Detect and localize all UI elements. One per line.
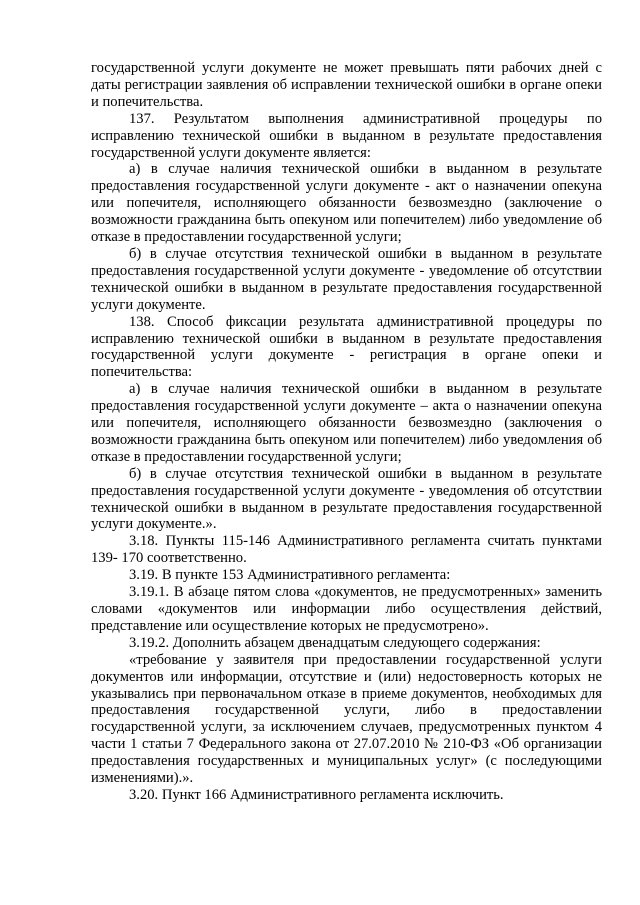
paragraph-138: 138. Способ фиксации результата административной процедуры по исправлению технической ошибки в выданном в результате предоставления государственной услуги документе - регистрация в органе опеки и попечительства: <box>91 313 602 381</box>
paragraph-137-b: б) в случае отсутствия технической ошибки в выданном в результате предоставления государственной услуги документе - уведомление об отсутствии технической ошибки в выданном в результате предоставления государственной услуги документе. <box>91 245 602 313</box>
paragraph-3-20: 3.20. Пункт 166 Административного регламента исключить. <box>129 786 504 803</box>
paragraph-138-b: б) в случае отсутствия технической ошибки в выданном в результате предоставления государственной услуги документе - уведомления об отсутствии технической ошибки в выданном в результате предоставления государственной услуги документе.». <box>91 465 602 533</box>
paragraph-3-18: 3.18. Пункты 115-146 Административного регламента считать пунктами 139- 170 соответственно. <box>91 533 602 567</box>
paragraph-3-19-2: 3.19.2. Дополнить абзацем двенадцатым следующего содержания: <box>129 634 541 651</box>
paragraph-138-a: а) в случае наличия технической ошибки в выданном в результате предоставления государственной услуги документе – акта о назначении опекуна или попечителя, исполняющего обязанности безвозмездно (заключения о возможности гражданина быть опекуном или попечителем) либо уведомления об отказе в предоставлении государственной услуги; <box>91 381 602 465</box>
paragraph-3-19-1: 3.19.1. В абзаце пятом слова «документов, не предусмотренных» заменить словами «документов или информации либо осуществления действий, представление или осуществление которых не предусмотрено». <box>91 584 602 634</box>
paragraph-137-a: а) в случае наличия технической ошибки в выданном в результате предоставления государственной услуги документе - акт о назначении опекуна или попечителя, исполняющего обязанности безвозмездно (заключение о возможности гражданина быть опекуном или попечителем) либо уведомление об отказе в предоставлении государственной услуги; <box>91 161 602 246</box>
document-page <box>91 60 602 804</box>
paragraph-quoted-requirement: «требование у заявителя при предоставлении государственной услуги документов или информации, отсутствие и (или) недостоверность которых не указывались при первоначальном отказе в приеме документов, необходимых для предоставления государственной услуги, либо в предоставлении государственной услуги, за исключением случаев, предусмотренных пунктом 4 части 1 статьи 7 Федерального закона от 27.07.2010 № 210-ФЗ «Об организации предоставления государственных и муниципальных услуг» (с последующими изменениями).». <box>91 651 602 787</box>
paragraph-continuation: государственной услуги документе не может превышать пяти рабочих дней с даты регистрации заявления об исправлении технической ошибки в органе опеки и попечительства. <box>91 60 602 110</box>
paragraph-3-19: 3.19. В пункте 153 Административного регламента: <box>129 567 451 584</box>
paragraph-137: 137. Результатом выполнения административной процедуры по исправлению технической ошибки в выданном в результате предоставления государственной услуги документе является: <box>91 110 602 161</box>
